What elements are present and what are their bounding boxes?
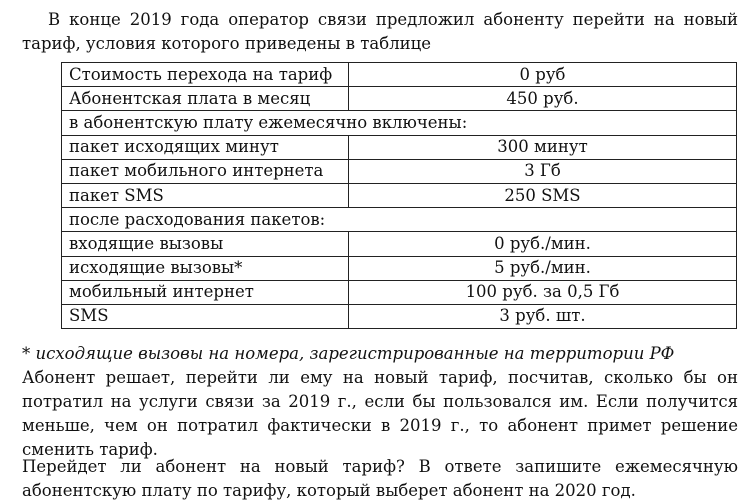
- table-row: [62, 280, 737, 304]
- table-row: [62, 87, 737, 111]
- row-value: 0 руб./мин.: [349, 232, 737, 256]
- row-value: 3 руб. шт.: [349, 304, 737, 328]
- paragraph-question: Перейдет ли абонент на новый тариф? В ответе запишите ежемесячную абонентскую плату по тарифу, который выберет абонент на 2020 год.: [22, 457, 738, 500]
- row-label: пакет мобильного интернета: [62, 159, 349, 183]
- table-row: [62, 135, 737, 159]
- row-value: 100 руб. за 0,5 Гб: [349, 280, 737, 304]
- row-label: мобильный интернет: [62, 280, 349, 304]
- section-header: в абонентскую плату ежемесячно включены:: [62, 111, 737, 135]
- row-label: входящие вызовы: [62, 232, 349, 256]
- intro-paragraph: В конце 2019 года оператор связи предложил абоненту перейти на новый тариф, условия которого приведены в таблице: [22, 10, 738, 53]
- footnote: * исходящие вызовы на номера, зарегистрированные на территории РФ: [22, 344, 675, 363]
- table-row: [62, 304, 737, 328]
- table-section-row: [62, 111, 737, 135]
- table-section-row: [62, 208, 737, 232]
- table-row: [62, 159, 737, 183]
- row-value: 450 руб.: [349, 87, 737, 111]
- row-label: пакет SMS: [62, 183, 349, 207]
- table-row: [62, 183, 737, 207]
- row-value: 0 руб: [349, 63, 737, 87]
- table-row: [62, 232, 737, 256]
- row-value: 300 минут: [349, 135, 737, 159]
- row-label: пакет исходящих минут: [62, 135, 349, 159]
- row-value: 250 SMS: [349, 183, 737, 207]
- table-row: [62, 63, 737, 87]
- row-label: Абонентская плата в месяц: [62, 87, 349, 111]
- section-header: после расходования пакетов:: [62, 208, 737, 232]
- row-label: SMS: [62, 304, 349, 328]
- table-row: [62, 256, 737, 280]
- row-value: 3 Гб: [349, 159, 737, 183]
- row-label: исходящие вызовы*: [62, 256, 349, 280]
- paragraph-condition: Абонент решает, перейти ли ему на новый тариф, посчитав, сколько бы он потратил на услуги связи за 2019 г., если бы пользовался им. Если получится меньше, чем он потратил фактически в 2019 г., то абонент примет решение сменить тариф.: [22, 368, 738, 459]
- row-label: Стоимость перехода на тариф: [62, 63, 349, 87]
- row-value: 5 руб./мин.: [349, 256, 737, 280]
- tariff-table: [61, 62, 737, 329]
